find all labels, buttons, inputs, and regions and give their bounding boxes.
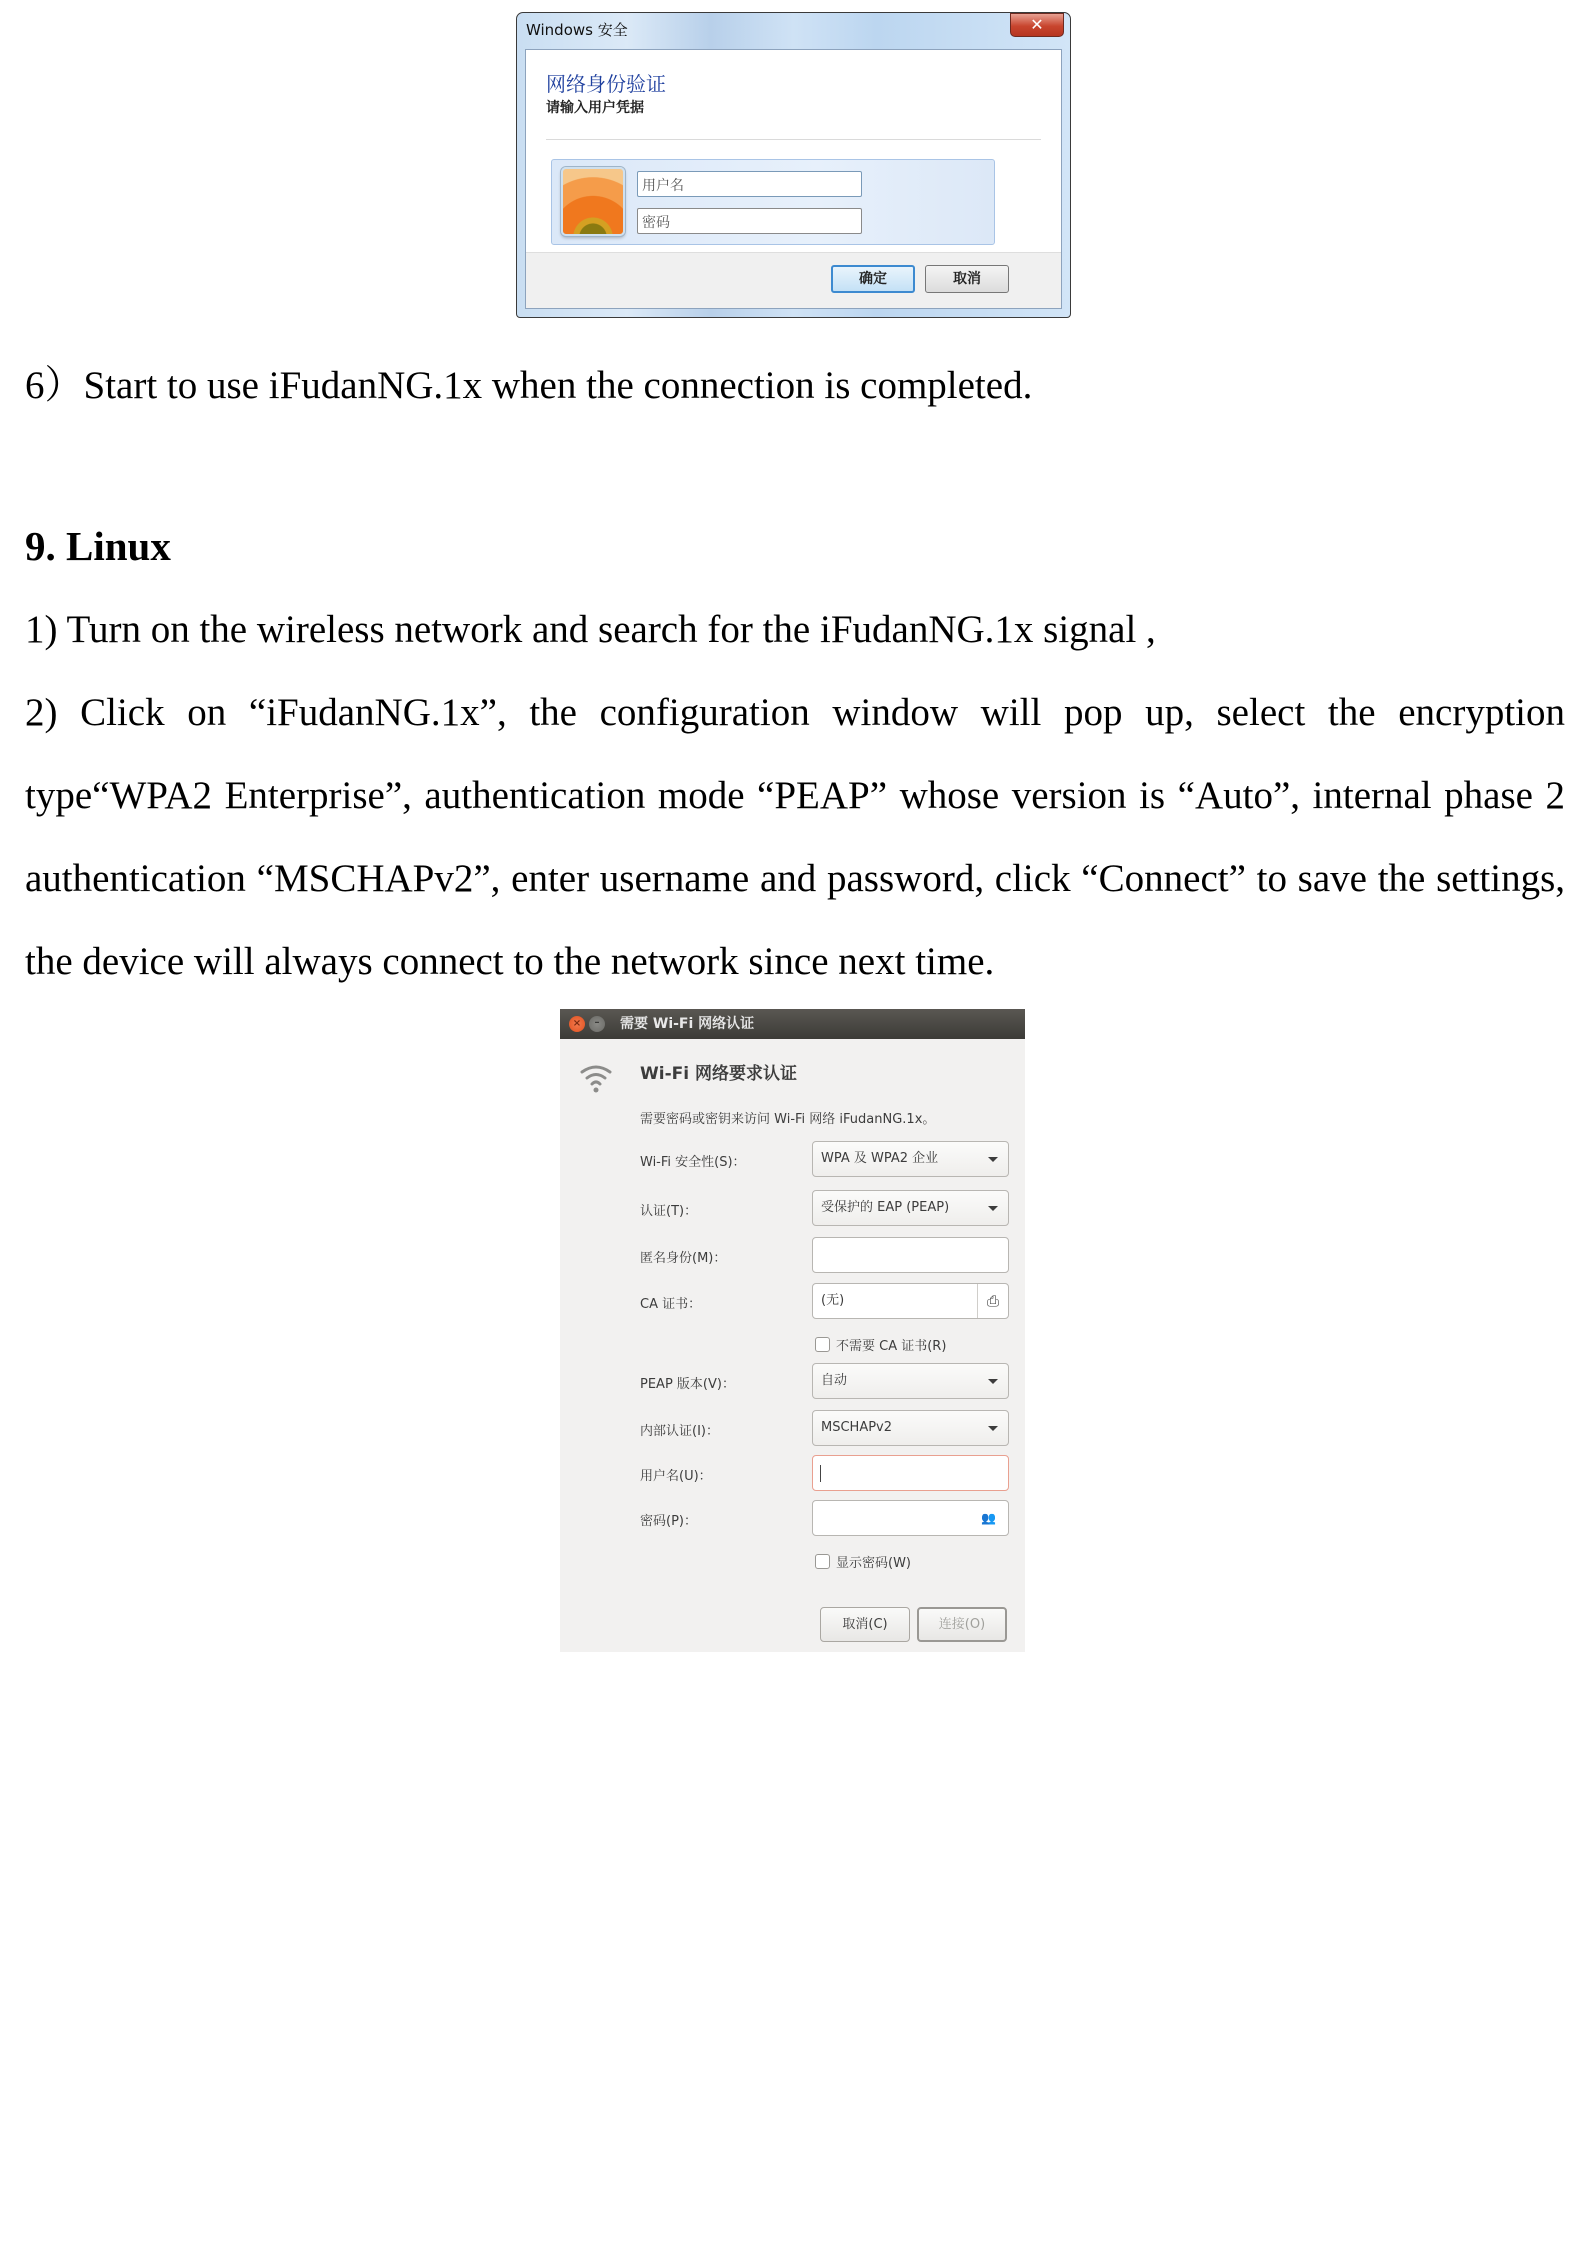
peap-version-label: PEAP 版本(V)： bbox=[640, 1377, 735, 1392]
no-ca-cert-checkbox[interactable] bbox=[815, 1335, 946, 1354]
peap-version-select[interactable] bbox=[812, 1363, 1009, 1399]
titlebar bbox=[560, 1009, 1025, 1039]
wifi-icon bbox=[578, 1059, 614, 1095]
security-select[interactable] bbox=[812, 1141, 1009, 1177]
security-value: WPA 及 WPA2 企业 bbox=[821, 1151, 939, 1166]
minimize-icon[interactable]: – bbox=[589, 1016, 605, 1032]
show-password-label: 显示密码(W) bbox=[836, 1556, 911, 1571]
dialog-body bbox=[525, 49, 1062, 309]
checkbox-icon bbox=[815, 1337, 830, 1352]
windows-security-dialog bbox=[516, 12, 1071, 318]
ca-cert-value: (无) bbox=[821, 1293, 845, 1308]
anonymous-identity-label: 匿名身份(M)： bbox=[640, 1251, 727, 1266]
linux-step-1: 1) Turn on the wireless network and search for the iFudanNG.1x signal , bbox=[25, 608, 1156, 651]
dialog-title: Windows 安全 bbox=[526, 21, 628, 39]
password-input[interactable]: 密码 bbox=[637, 208, 862, 234]
checkbox-icon bbox=[815, 1554, 830, 1569]
inner-auth-label: 内部认证(I)： bbox=[640, 1424, 719, 1439]
connect-button[interactable]: 连接(O) bbox=[917, 1607, 1007, 1642]
close-button[interactable]: ✕ bbox=[1010, 13, 1064, 37]
user-avatar-icon bbox=[561, 167, 625, 236]
cancel-button[interactable]: 取消(C) bbox=[820, 1607, 910, 1642]
dialog-footer bbox=[526, 252, 1061, 308]
text-cursor bbox=[820, 1465, 821, 1482]
file-open-icon[interactable]: ⎙ bbox=[977, 1284, 1008, 1318]
chevron-down-icon bbox=[988, 1379, 998, 1384]
divider bbox=[546, 139, 1041, 140]
chevron-down-icon bbox=[988, 1426, 998, 1431]
password-input[interactable] bbox=[812, 1500, 1009, 1536]
inner-auth-select[interactable] bbox=[812, 1410, 1009, 1446]
show-password-checkbox[interactable] bbox=[815, 1552, 911, 1571]
username-input[interactable] bbox=[812, 1455, 1009, 1491]
ca-cert-chooser[interactable] bbox=[812, 1283, 1009, 1319]
peap-version-value: 自动 bbox=[821, 1373, 848, 1388]
auth-label: 认证(T)： bbox=[640, 1204, 698, 1219]
no-ca-cert-label: 不需要 CA 证书(R) bbox=[836, 1339, 947, 1354]
close-icon[interactable]: × bbox=[569, 1016, 585, 1032]
credential-tile bbox=[551, 159, 995, 245]
dialog-title: 需要 Wi-Fi 网络认证 bbox=[620, 1016, 755, 1032]
dialog-description: 需要密码或密钥来访问 Wi-Fi 网络 iFudanNG.1x。 bbox=[640, 1112, 936, 1127]
anonymous-identity-input[interactable] bbox=[812, 1237, 1009, 1273]
auth-value: 受保护的 EAP (PEAP) bbox=[821, 1200, 950, 1215]
password-label: 密码(P)： bbox=[640, 1514, 697, 1529]
username-input[interactable]: 用户名 bbox=[637, 171, 862, 197]
ok-button[interactable]: 确定 bbox=[831, 265, 915, 293]
auth-select[interactable] bbox=[812, 1190, 1009, 1226]
dialog-subheading: 请输入用户凭据 bbox=[546, 100, 644, 116]
section-heading-linux: 9. Linux bbox=[25, 523, 171, 569]
dialog-heading: Wi-Fi 网络要求认证 bbox=[640, 1064, 797, 1084]
security-label: Wi-Fi 安全性(S)： bbox=[640, 1155, 746, 1170]
ca-cert-label: CA 证书： bbox=[640, 1297, 702, 1312]
ubuntu-wifi-auth-dialog bbox=[560, 1009, 1025, 1652]
chevron-down-icon bbox=[988, 1206, 998, 1211]
inner-auth-value: MSCHAPv2 bbox=[821, 1420, 893, 1435]
linux-step-2: 2) Click on “iFudanNG.1x”, the configuration window will pop up, select the encryption type“WPA2 Enterprise”, authentication mode “PEAP” whose version is “Auto”, internal phase 2 authentication “MSCHAPv2”, enter username and password, click “Connect” to save the settings, the device will always connect to the network since next time. bbox=[25, 691, 1565, 983]
username-label: 用户名(U)： bbox=[640, 1469, 712, 1484]
users-icon[interactable]: 👥 bbox=[981, 1511, 996, 1525]
cancel-button[interactable]: 取消 bbox=[925, 265, 1009, 293]
chevron-down-icon bbox=[988, 1157, 998, 1162]
dialog-heading: 网络身份验证 bbox=[546, 72, 666, 96]
step-6-text: 6）Start to use iFudanNG.1x when the connection is completed. bbox=[25, 364, 1033, 407]
